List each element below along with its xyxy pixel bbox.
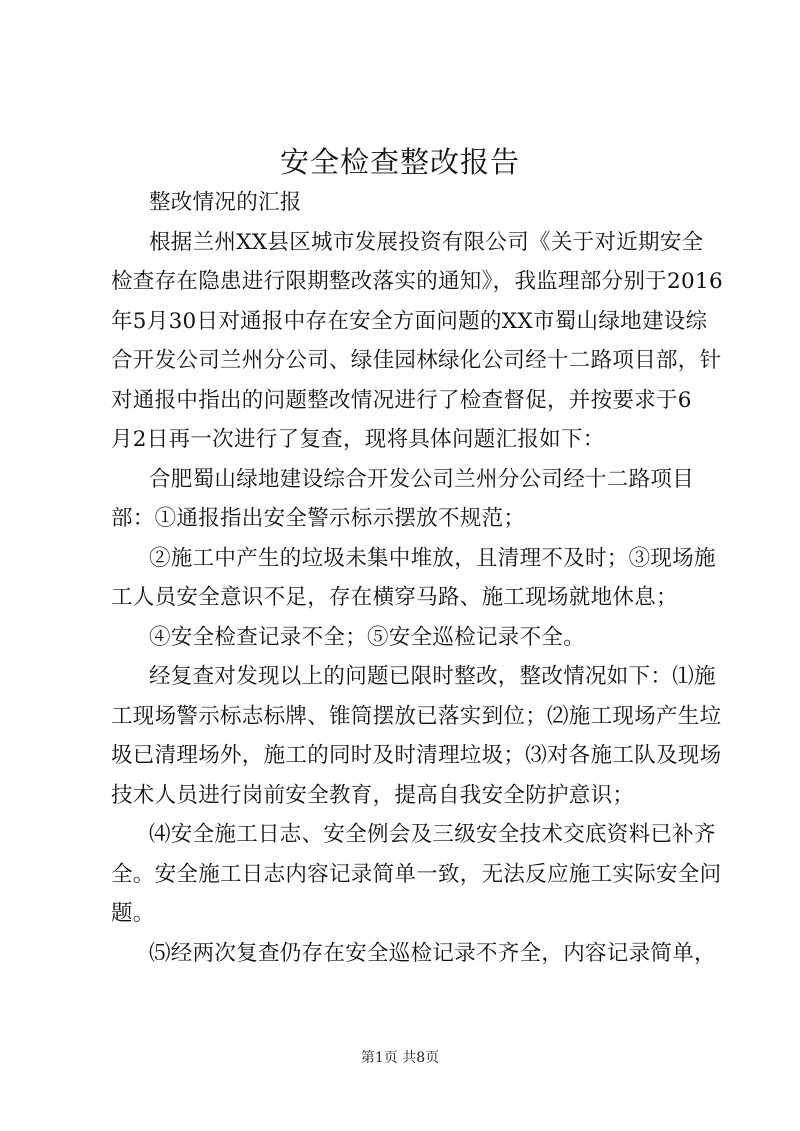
paragraph-1-line-5: 对通报中指出的问题整改情况进行了检查督促，并按要求于6 (111, 387, 692, 413)
paragraph-5-line-1: 经复查对发现以上的问题已限时整改，整改情况如下：⑴施 (149, 664, 716, 689)
paragraph-3-line-1: ②施工中产生的垃圾未集中堆放，且清理不及时；③现场施 (149, 545, 716, 571)
paragraph-1-line-3: 年5月30日对通报中存在安全方面问题的XX市蜀山绿地建设综 (111, 308, 708, 334)
paragraph-6-line-3: 题。 (111, 901, 155, 926)
paragraph-5-line-4: 技术人员进行岗前安全教育，提高自我安全防护意识； (111, 782, 635, 808)
paragraph-1-line-1: 根据兰州XX县区城市发展投资有限公司《关于对近期安全 (149, 229, 704, 255)
paragraph-1-line-4: 合开发公司兰州分公司、绿佳园林绿化公司经十二路项目部，针 (111, 348, 722, 373)
paragraph-2-line-1: 合肥蜀山绿地建设综合开发公司兰州分公司经十二路项目 (149, 466, 695, 492)
section-heading: 整改情况的汇报 (149, 190, 302, 215)
paragraph-6-line-2: 全。安全施工日志内容记录简单一致，无法反应施工实际安全问 (111, 861, 722, 887)
paragraph-6-line-1: ⑷安全施工日志、安全例会及三级安全技术交底资料已补齐 (149, 822, 716, 847)
paragraph-1-line-6: 月2日再一次进行了复查，现将具体问题汇报如下： (111, 427, 605, 452)
paragraph-7-line-1: ⑸经两次复查仍存在安全巡检记录不齐全，内容记录简单， (149, 940, 716, 966)
paragraph-3-line-2: 工人员安全意识不足，存在横穿马路、施工现场就地休息； (111, 585, 678, 610)
paragraph-2-line-2: 部：①通报指出安全警示标示摆放不规范； (111, 506, 526, 531)
paragraph-4-line-1: ④安全检查记录不全；⑤安全巡检记录不全。 (149, 624, 586, 650)
page-number-footer: 第1页 共8页 (360, 1050, 440, 1066)
document-body (111, 183, 723, 973)
paragraph-1-line-2: 检查存在隐患进行限期整改落实的通知》，我监理部分别于2016 (111, 269, 723, 294)
paragraph-5-line-3: 圾已清理场外，施工的同时及时清理垃圾；⑶对各施工队及现场 (111, 743, 722, 768)
document-title: 安全检查整改报告 (279, 145, 520, 179)
paragraph-5-line-2: 工现场警示标志标牌、锥筒摆放已落实到位；⑵施工现场产生垃 (111, 703, 722, 729)
